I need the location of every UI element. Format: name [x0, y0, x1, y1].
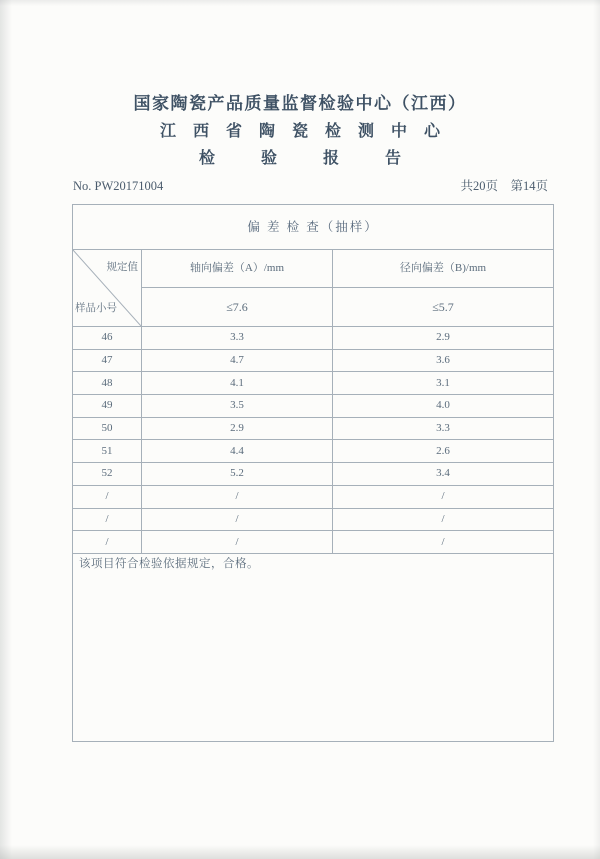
spec-axial: ≤7.6: [142, 288, 333, 327]
table-header-row: [73, 250, 554, 288]
radial-value: 3.1: [333, 372, 554, 395]
deviation-check-table: [72, 204, 554, 742]
table-row: [73, 372, 554, 395]
table-row: [73, 485, 554, 508]
sample-no: /: [73, 531, 142, 554]
radial-value: /: [333, 508, 554, 531]
sample-no: 49: [73, 395, 142, 418]
sample-no: 50: [73, 417, 142, 440]
sample-no: 51: [73, 440, 142, 463]
spec-radial: ≤5.7: [333, 288, 554, 327]
report-number: No. PW20171004: [73, 179, 164, 193]
report-title: 检验报告: [198, 150, 447, 167]
corner-label-spec: 规定值: [106, 262, 138, 273]
col-header-axial: 轴向偏差（A）/mm: [142, 250, 333, 288]
sample-no: 46: [73, 327, 142, 350]
scan-shadow-bottom: [0, 845, 600, 859]
col-header-radial: 径向偏差（B)/mm: [333, 250, 554, 288]
table-row: [73, 417, 554, 440]
sample-no: /: [73, 485, 142, 508]
table-title-row: [73, 205, 554, 250]
axial-value: 2.9: [142, 417, 333, 440]
axial-value: /: [142, 508, 333, 531]
table-row: [73, 440, 554, 463]
conclusion-row: [73, 553, 554, 741]
org-title-line2: 江西省陶瓷检测中心: [159, 123, 457, 140]
radial-value: /: [333, 485, 554, 508]
axial-value: /: [142, 531, 333, 554]
sample-no: 47: [73, 349, 142, 372]
meta-row: [73, 176, 548, 194]
table-row: [73, 349, 554, 372]
sample-no: 48: [73, 372, 142, 395]
table-title: 偏 差 检 查（抽样）: [73, 205, 554, 250]
page-info: 共20页 第14页: [460, 179, 548, 193]
radial-value: 3.6: [333, 349, 554, 372]
org-title-line1: 国家陶瓷产品质量监督检验中心（江西）: [133, 94, 467, 113]
axial-value: 4.4: [142, 440, 333, 463]
table-row: [73, 463, 554, 486]
radial-value: 2.6: [333, 440, 554, 463]
axial-value: 5.2: [142, 463, 333, 486]
table-row: [73, 508, 554, 531]
axial-value: 3.3: [142, 327, 333, 350]
axial-value: 3.5: [142, 395, 333, 418]
corner-header-cell: [73, 250, 142, 327]
table-row: [73, 327, 554, 350]
table-row: [73, 395, 554, 418]
radial-value: 3.3: [333, 417, 554, 440]
sample-no: /: [73, 508, 142, 531]
axial-value: 4.7: [142, 349, 333, 372]
corner-label-sample: 样品小号: [75, 302, 117, 314]
radial-value: 3.4: [333, 463, 554, 486]
axial-value: 4.1: [142, 372, 333, 395]
spec-row: [73, 288, 554, 327]
conclusion-text: 该项目符合检验依据规定，合格。: [73, 553, 554, 741]
radial-value: 2.9: [333, 327, 554, 350]
sample-no: 52: [73, 463, 142, 486]
radial-value: /: [333, 531, 554, 554]
table-row: [73, 531, 554, 554]
scan-shadow-top: [0, 0, 600, 6]
axial-value: /: [142, 485, 333, 508]
radial-value: 4.0: [333, 395, 554, 418]
